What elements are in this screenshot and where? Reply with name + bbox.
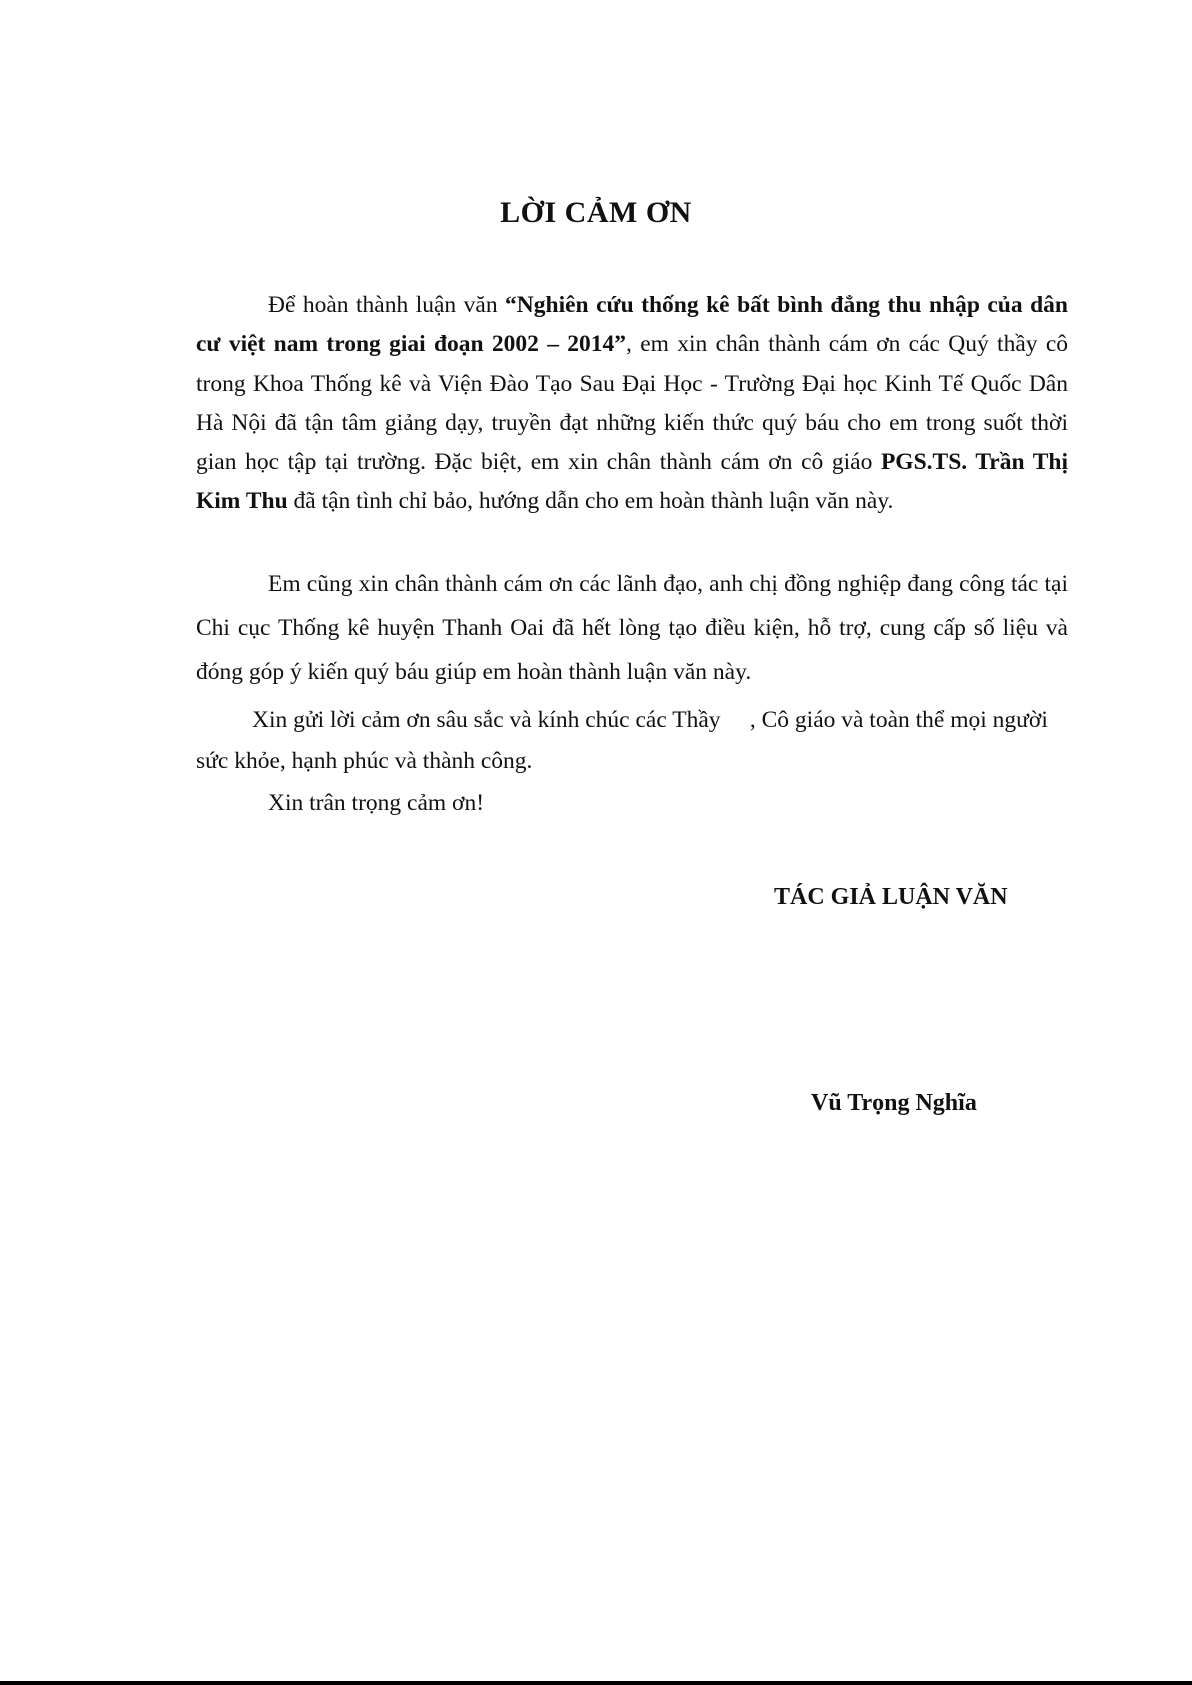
thesis-title: “Nghiên cứu thống kê bất bình đẳng thu nhập của dân cư việt nam trong giai đoạn 2002 – 2014” — [196, 292, 1068, 358]
acknowledgement-paragraph-2: Em cũng xin chân thành cám ơn các lãnh đạo, anh chị đồng nghiệp đang công tác tại Chi cục Thống kê huyện Thanh Oai đã hết lòng tạo điều kiện, hỗ trợ, cung cấp số liệu và đóng góp ý kiến quý báu giúp em hoàn thành luận văn này. — [196, 571, 1068, 685]
closing-line: Xin trân trọng cảm ơn! — [268, 790, 485, 816]
paragraph-1-intro: Để hoàn thành luận văn — [268, 292, 506, 318]
page-title: LỜI CẢM ƠN — [500, 196, 692, 229]
paragraph-1-middle: , em xin chân thành cám ơn các Quý thầy cô trong Khoa Thống kê và Viện Đào Tạo Sau Đại Học - Trường Đại học Kinh Tế Quốc Dân Hà Nội đã tận tâm giảng dạy, truyền đạt những kiến thức quý báu cho em trong suốt thời gian học tập tại trường. Đặc biệt, em xin chân thành cám ơn cô giáo — [196, 331, 1069, 476]
signature-name: Vũ Trọng Nghĩa — [811, 1090, 977, 1116]
acknowledgement-paragraph-1 — [196, 286, 1068, 522]
advisor-name: PGS.TS. Trần Thị Kim Thu — [196, 449, 1068, 515]
signature-role: TÁC GIẢ LUẬN VĂN — [774, 884, 1008, 910]
bottom-border — [0, 1681, 1192, 1685]
acknowledgement-paragraph-3: Xin gửi lời cảm ơn sâu sắc và kính chúc các Thầy , Cô giáo và toàn thể mọi người sức khỏe, hạnh phúc và thành công. — [196, 707, 1054, 774]
paragraph-1-end: đã tận tình chỉ bảo, hướng dẫn cho em hoàn thành luận văn này. — [287, 488, 894, 515]
